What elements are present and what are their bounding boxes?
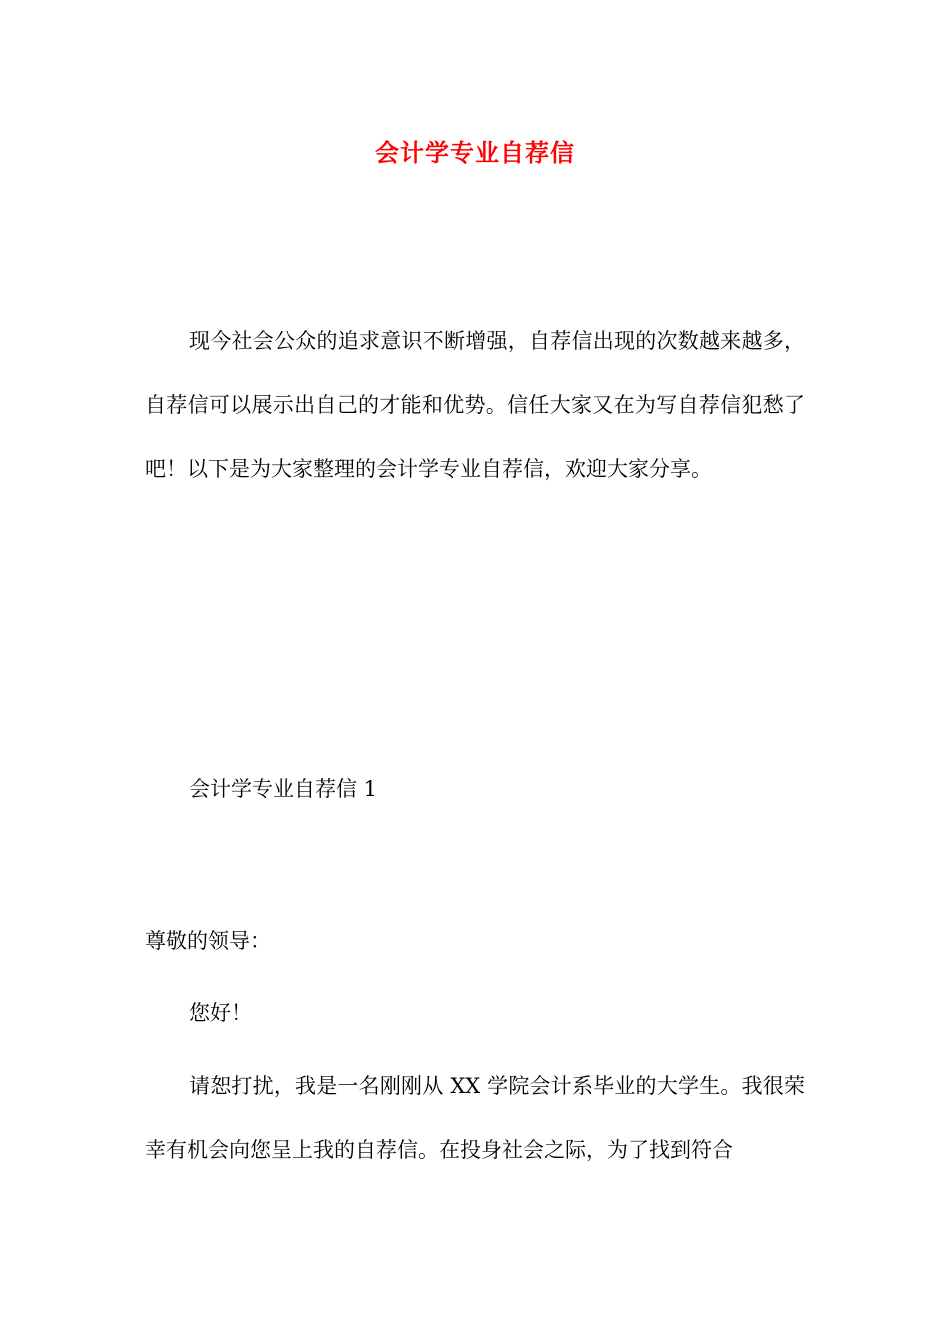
section-heading: 会计学专业自荐信 1 (189, 777, 378, 801)
body-paragraph: 请恕打扰，我是一名刚刚从 XX 学院会计系毕业的大学生。我很荣幸有机会向您呈上我的自荐信。在投身社会之际，为了找到符合 (145, 1074, 805, 1162)
intro-paragraph: 现今社会公众的追求意识不断增强，自荐信出现的次数越来越多，自荐信可以展示出自己的才能和优势。信任大家又在为写自荐信犯愁了吧！以下是为大家整理的会计学专业自荐信，欢迎大家分享。 (145, 329, 805, 481)
document-title: 会计学专业自荐信 (375, 139, 575, 167)
salutation: 尊敬的领导： (145, 929, 271, 953)
greeting: 您好！ (189, 1001, 252, 1025)
